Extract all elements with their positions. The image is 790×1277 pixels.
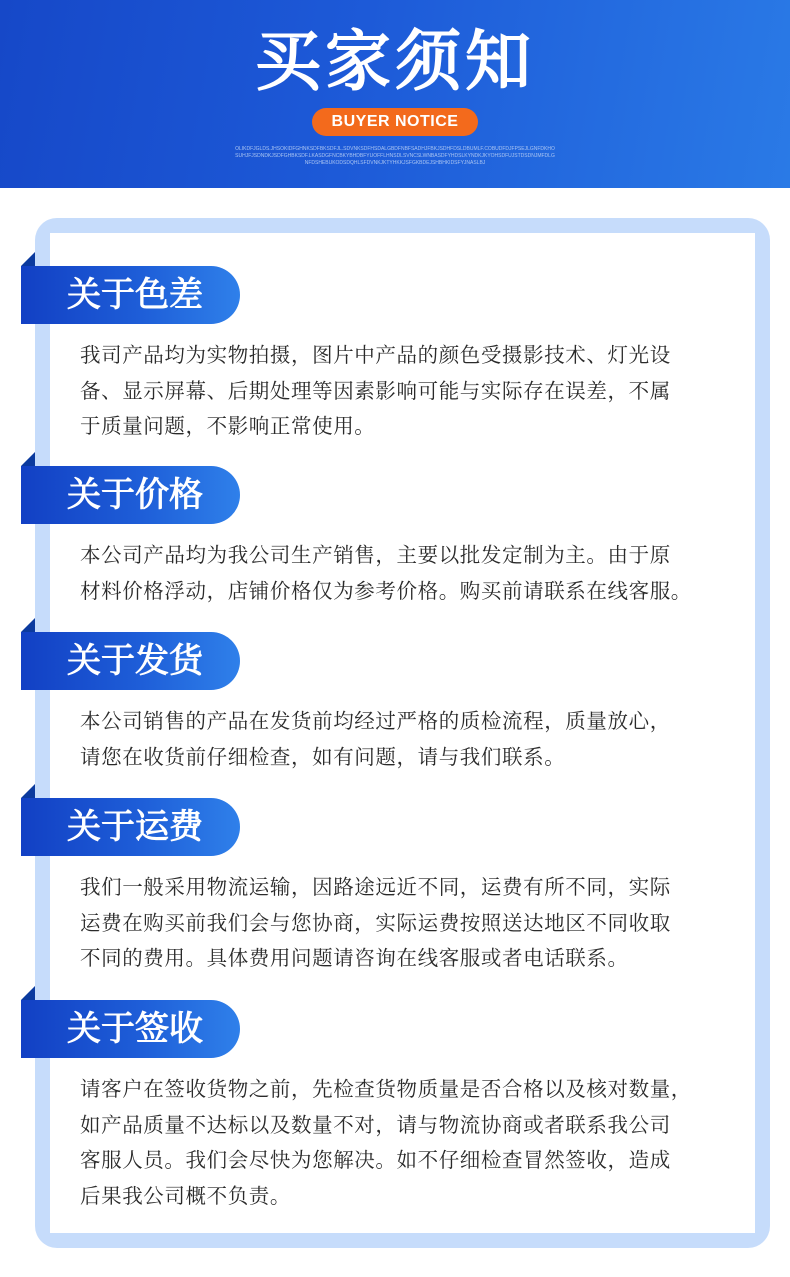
section-heading: 关于价格: [67, 475, 203, 515]
section-text-shipping: [80, 704, 748, 775]
section-text-price: [80, 538, 748, 609]
section-heading: 关于发货: [67, 641, 203, 681]
page-title: 买家须知: [255, 23, 535, 100]
text-line: 材料价格浮动，店铺价格仅为参考价格。购买前请联系在线客服。: [80, 578, 692, 603]
section-text-freight: [80, 870, 748, 977]
text-line: 本公司销售的产品在发货前均经过严格的质检流程，质量放心，: [80, 709, 671, 733]
section-text-sign-for: [80, 1072, 748, 1214]
section-tab-shipping: [21, 632, 240, 690]
tab-fold: [21, 618, 35, 632]
text-line: 我们一般采用物流运输，因路途远近不同，运费有所不同，实际: [80, 875, 671, 899]
section-tab-sign-for: [21, 1000, 240, 1058]
text-line: 如产品质量不达标以及数量不对，请与物流协商或者联系我公司: [80, 1112, 671, 1137]
text-line: 不同的费用。具体费用问题请咨询在线客服或者电话联系。: [80, 946, 629, 970]
text-line: 客服人员。我们会尽快为您解决。如不仔细检查冒然签收，造成: [80, 1148, 671, 1172]
text-line: 运费在购买前我们会与您协商，实际运费按照送达地区不同收取: [80, 910, 671, 935]
section-heading: 关于色差: [67, 275, 203, 315]
text-line: 后果我公司概不负责。: [80, 1183, 291, 1208]
section-heading: 关于运费: [67, 807, 203, 847]
tab-fold: [21, 252, 35, 266]
tab-fold: [21, 452, 35, 466]
section-heading: 关于签收: [67, 1009, 203, 1049]
text-line: 我司产品均为实物拍摄，图片中产品的颜色受摄影技术、灯光设: [80, 343, 671, 367]
text-line: 请您在收货前仔细检查，如有问题，请与我们联系。: [80, 744, 566, 769]
tab-fold: [21, 986, 35, 1000]
section-text-color-difference: [80, 338, 748, 445]
section-tab-freight: [21, 798, 240, 856]
buyer-notice-badge: BUYER NOTICE: [312, 108, 478, 136]
section-tab-color-difference: [21, 266, 240, 324]
text-line: 请客户在签收货物之前，先检查货物质量是否合格以及核对数量，: [80, 1077, 692, 1101]
text-line: 本公司产品均为我公司生产销售，主要以批发定制为主。由于原: [80, 543, 671, 567]
decorative-fine-print: OLIKDFJGLDS.JHSOKIDFGHNKSDFBKSDFJL.SDVNKSDFHSDALGBDFNBFSADHJFBKJSDHFDSLDBUMLF.COBUDFDJFPSEJLGNFDKHOSUHJFJSDNDKJSDFGHBKSDF.LKASDGFNCBKYBHDBFYUOFFLHNSDLSVNCSLWNBASDFYHDSLKYNDKJKYOHSDFUJSTDSDNJMFDLGNFDSHEBUKODSDQHLSFDVNKJKTYHKKJSFGKBDEJSHBHKIDSFYJNASLBJ: [235, 146, 555, 166]
header-banner: [0, 0, 790, 188]
section-tab-price: [21, 466, 240, 524]
text-line: 于质量问题，不影响正常使用。: [80, 414, 376, 438]
tab-fold: [21, 784, 35, 798]
text-line: 备、显示屏幕、后期处理等因素影响可能与实际存在误差，不属: [80, 378, 671, 403]
